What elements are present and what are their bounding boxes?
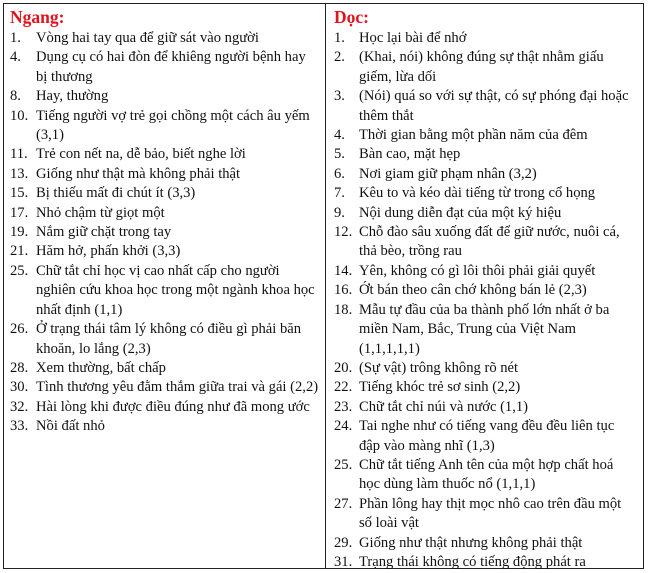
down-clue-item	[334, 495, 643, 534]
clue-text: (Sự vật) trông không rõ nét	[359, 359, 519, 376]
clue-text: Hài lòng khi được điều đúng như đã mong ước	[36, 398, 310, 415]
clue-number: 2.	[334, 49, 345, 66]
down-clue-item	[334, 553, 643, 572]
clue-number: 14.	[334, 262, 353, 279]
down-clue-item	[334, 87, 643, 126]
across-clue-item	[10, 29, 325, 48]
down-clue-item	[334, 281, 643, 300]
clue-text: (Nói) quá so với sự thật, có sự phóng đại hoặc thêm thắt	[359, 88, 629, 124]
clue-number: 24.	[334, 418, 353, 435]
across-column	[4, 4, 326, 568]
clue-number: 12.	[334, 224, 353, 241]
across-clue-item	[10, 204, 325, 223]
clue-text: Học lại bài để nhớ	[359, 30, 467, 46]
clue-number: 26.	[10, 321, 29, 338]
clue-text: Nồi đất nhỏ	[36, 418, 105, 435]
across-clue-item	[10, 184, 325, 203]
across-clue-item	[10, 417, 325, 436]
clue-number: 27.	[334, 495, 353, 512]
clue-number: 20.	[334, 359, 353, 376]
across-clue-item	[10, 107, 325, 146]
clue-number: 15.	[10, 185, 29, 202]
clue-number: 32.	[10, 398, 29, 415]
across-clue-item	[10, 262, 325, 320]
clue-text: Yên, không có gì lôi thôi phải giải quyết	[359, 262, 596, 279]
down-clue-item	[334, 534, 643, 553]
clue-text: Nhỏ chậm từ giọt một	[36, 204, 165, 221]
across-clue-item	[10, 48, 325, 87]
clue-text: Kêu to và kéo dài tiếng từ trong cổ họng	[359, 185, 596, 202]
clue-number: 5.	[334, 146, 345, 163]
clue-number: 6.	[334, 165, 345, 182]
clue-number: 25.	[10, 262, 29, 279]
clue-number: 7.	[334, 185, 345, 202]
clue-text: Ớt bán theo cân chớ không bán lẻ (2,3)	[359, 282, 587, 299]
clue-text: Bàn cao, mặt hẹp	[359, 146, 461, 163]
down-clue-item	[334, 262, 643, 281]
down-clue-item	[334, 359, 643, 378]
across-clue-item	[10, 378, 325, 397]
clue-number: 10.	[10, 107, 29, 124]
down-clue-item	[334, 165, 643, 184]
clue-text: Phần lông hay thịt mọc nhô cao trên đầu một số loài vật	[359, 495, 622, 532]
clue-text: Giống như thật mà không phải thật	[36, 165, 241, 182]
clue-number: 1.	[334, 30, 345, 46]
clue-text: (Khai, nói) không đúng sự thật nhằm giấu giếm, lừa dối	[359, 49, 604, 85]
clue-number: 4.	[334, 127, 345, 144]
clue-number: 28.	[10, 359, 29, 376]
across-clue-item	[10, 145, 325, 164]
across-clue-item	[10, 87, 325, 106]
clue-number: 1.	[10, 30, 21, 46]
clue-text: Tình thương yêu đằm thắm giữa trai và gái (2,2)	[36, 379, 319, 396]
clue-number: 30.	[10, 379, 29, 396]
across-clue-item	[10, 320, 325, 359]
clue-number: 29.	[334, 534, 353, 551]
clue-text: Xem thường, bất chấp	[36, 359, 166, 376]
clue-text: Tiếng người vợ trẻ gọi chồng một cách âu yếm (3,1)	[36, 107, 310, 144]
clue-number: 22.	[334, 379, 353, 396]
down-clue-item	[334, 184, 643, 203]
clue-text: Ở trạng thái tâm lý không có điều gì phải băn khoăn, lo lắng (2,3)	[36, 321, 302, 357]
clue-text: Bị thiếu mất đi chút ít (3,3)	[36, 185, 196, 202]
clue-text: Mẫu tự đầu của ba thành phố lớn nhất ở ba miền Nam, Bắc, Trung của Việt Nam (1,1,1,1,1)	[359, 301, 610, 357]
clue-number: 9.	[334, 204, 345, 221]
across-clue-item	[10, 165, 325, 184]
down-column	[326, 4, 643, 568]
clue-text: Tai nghe như có tiếng vang đều đều liên tục đập vào màng nhĩ (1,3)	[359, 418, 615, 454]
across-clue-item	[10, 242, 325, 261]
clue-text: Hăm hở, phấn khởi (3,3)	[36, 243, 181, 260]
clue-number: 18.	[334, 301, 353, 318]
down-clue-list	[334, 29, 643, 572]
across-clue-item	[10, 398, 325, 417]
clue-text: Thời gian bằng một phần năm của đêm	[359, 127, 588, 144]
clue-text: Nắm giữ chặt trong tay	[36, 224, 172, 241]
across-clue-list	[10, 29, 325, 437]
across-clue-item	[10, 359, 325, 378]
clue-number: 13.	[10, 165, 29, 182]
clue-number: 31.	[334, 553, 353, 570]
clue-number: 19.	[10, 224, 29, 241]
down-heading: Dọc:	[334, 7, 369, 27]
clue-number: 11.	[10, 146, 28, 163]
clue-number: 3.	[334, 88, 345, 105]
down-clue-item	[334, 48, 643, 87]
down-clue-item	[334, 126, 643, 145]
down-clue-item	[334, 398, 643, 417]
across-heading: Ngang:	[10, 7, 65, 27]
clue-text: Giống như thật nhưng không phải thật	[359, 534, 583, 551]
clue-number: 17.	[10, 204, 29, 221]
clue-text: Tiếng khóc trẻ sơ sinh (2,2)	[359, 379, 521, 396]
clue-number: 16.	[334, 282, 353, 299]
down-clue-item	[334, 456, 643, 495]
across-clue-item	[10, 223, 325, 242]
clue-text: Chữ tắt chỉ núi và nước (1,1)	[359, 398, 529, 415]
clue-text: Chỗ đào sâu xuống đất để giữ nước, nuôi cá, thả bèo, trồng rau	[359, 224, 620, 260]
clue-text: Nội dung diễn đạt của một ký hiệu	[359, 204, 562, 221]
clue-text: Trạng thái không có tiếng động phát ra	[359, 553, 586, 570]
down-clue-item	[334, 378, 643, 397]
crossword-clue-table	[3, 3, 644, 569]
clue-text: Dụng cụ có hai đòn để khiêng người bệnh hay bị thương	[36, 49, 306, 85]
clue-text: Chữ tắt tiếng Anh tên của một hợp chất hoá học dùng làm thuốc nổ (1,1,1)	[359, 456, 614, 493]
down-clue-item	[334, 301, 643, 359]
clue-number: 8.	[10, 88, 21, 105]
clue-text: Nơi giam giữ phạm nhân (3,2)	[359, 165, 537, 182]
clue-text: Chữ tắt chỉ học vị cao nhất cấp cho người nghiên cứu khoa học trong một ngành khoa học nhất định (1,1)	[36, 262, 315, 318]
clue-number: 21.	[10, 243, 29, 260]
clue-number: 33.	[10, 418, 29, 435]
clue-number: 25.	[334, 456, 353, 473]
clue-number: 4.	[10, 49, 21, 66]
clue-text: Trẻ con nết na, dễ bảo, biết nghe lời	[36, 146, 246, 163]
down-clue-item	[334, 204, 643, 223]
down-clue-item	[334, 29, 643, 48]
clue-text: Hay, thường	[36, 88, 109, 105]
down-clue-item	[334, 223, 643, 262]
down-clue-item	[334, 417, 643, 456]
clue-text: Vòng hai tay qua để giữ sát vào người	[36, 30, 259, 46]
clue-number: 23.	[334, 398, 353, 415]
down-clue-item	[334, 145, 643, 164]
